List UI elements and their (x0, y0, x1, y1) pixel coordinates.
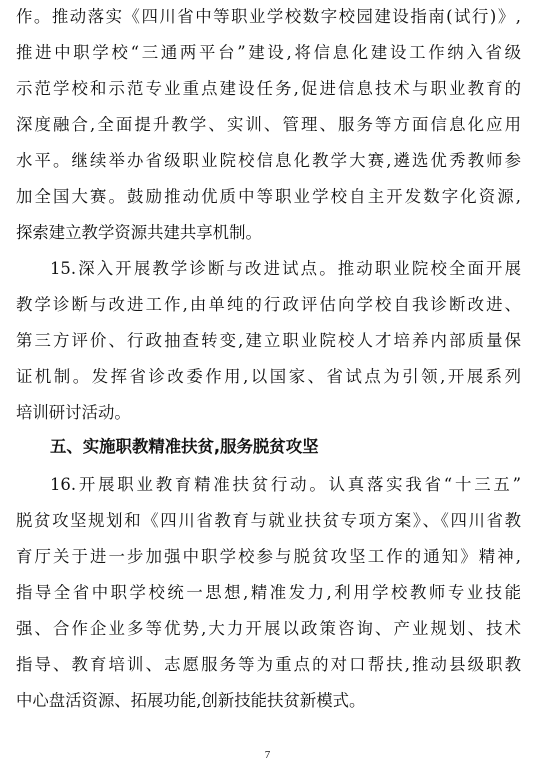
paragraph-line: 深度融合,全面提升教学、实训、管理、服务等方面信息化应用 (16, 115, 521, 134)
paragraph-line: 强、合作企业多等优势,大力开展以政策咨询、产业规划、技术 (16, 619, 521, 638)
page-number: 7 (264, 749, 271, 761)
paragraph-line: 指导、教育培训、志愿服务等为重点的对口帮扶,推动县级职教 (16, 655, 521, 674)
paragraph-line: 培训研讨活动。 (16, 403, 131, 422)
paragraph-line: 示范学校和示范专业重点建设任务,促进信息技术与职业教育的 (16, 79, 521, 98)
paragraph-line: 推进中职学校“三通两平台”建设,将信息化建设工作纳入省级 (16, 43, 521, 62)
paragraph-line: 教学诊断与改进工作,由单纯的行政评估向学校自我诊断改进、 (16, 295, 521, 314)
paragraph-first-line: 16.开展职业教育精准扶贫行动。认真落实我省“十三五” (50, 475, 521, 494)
paragraph-line: 加全国大赛。鼓励推动优质中等职业学校自主开发数字化资源, (16, 187, 521, 206)
paragraph-first-line: 15.深入开展教学诊断与改进试点。推动职业院校全面开展 (50, 259, 521, 278)
section-heading: 五、实施职教精准扶贫,服务脱贫攻坚 (50, 437, 319, 456)
paragraph-line: 脱贫攻坚规划和《四川省教育与就业扶贫专项方案》、《四川省教 (16, 511, 521, 530)
paragraph-line: 水平。继续举办省级职业院校信息化教学大赛,遴选优秀教师参 (16, 151, 521, 170)
paragraph-line: 探索建立教学资源共建共享机制。 (16, 223, 262, 242)
paragraph-line: 第三方评价、行政抽查转变,建立职业院校人才培养内部质量保 (16, 331, 521, 350)
paragraph-line: 育厅关于进一步加强中职学校参与脱贫攻坚工作的通知》精神, (16, 547, 521, 566)
paragraph-line: 作。推动落实《四川省中等职业学校数字校园建设指南(试行)》, (16, 7, 521, 26)
paragraph-line: 证机制。发挥省诊改委作用,以国家、省试点为引领,开展系列 (16, 367, 521, 386)
paragraph-line: 指导全省中职学校统一思想,精准发力,利用学校教师专业技能 (16, 583, 521, 602)
paragraph-line: 中心盘活资源、拓展功能,创新技能扶贫新模式。 (16, 691, 366, 710)
